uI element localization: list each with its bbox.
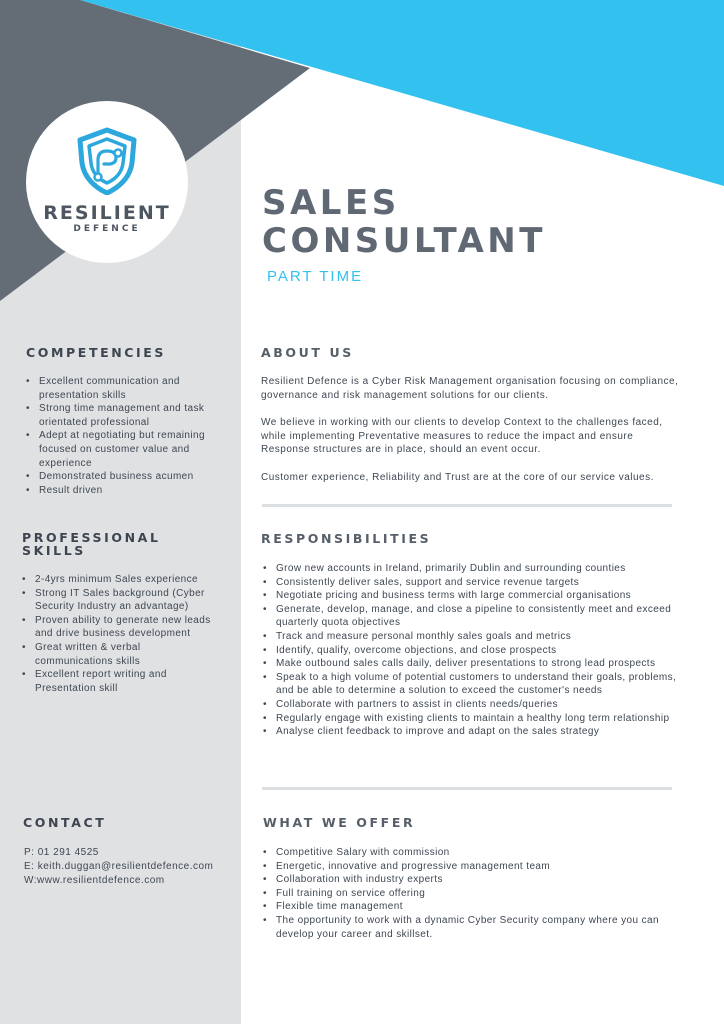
section-divider	[262, 787, 672, 790]
list-item: • Excellent report writing and Presentation skill	[20, 668, 220, 695]
job-title	[262, 184, 546, 260]
logo-wordmark: RESILIENT	[43, 202, 171, 224]
list-item: • Strong IT Sales background (Cyber Security Industry an advantage)	[20, 587, 220, 614]
about-paragraph-1: Resilient Defence is a Cyber Risk Management organisation focusing on compliance, governance and risk management solutions for our clients.	[261, 376, 679, 401]
offer-list	[261, 846, 679, 941]
list-item: • Great written & verbal communications skills	[20, 641, 220, 668]
list-item: • Track and measure personal monthly sales goals and metrics	[261, 630, 679, 644]
list-item: • Collaboration with industry experts	[261, 873, 679, 887]
list-item: • Strong time management and task orientated professional	[24, 402, 220, 429]
job-title-line-1: SALES	[262, 183, 400, 223]
competencies-list	[24, 375, 220, 497]
list-item: • Demonstrated business acumen	[24, 470, 220, 484]
list-item: • Full training on service offering	[261, 887, 679, 901]
company-logo	[26, 101, 188, 263]
list-item: • Generate, develop, manage, and close a pipeline to consistently meet and exceed quarterly quota objectives	[261, 603, 679, 630]
skills-heading-line-2: SKILLS	[22, 543, 86, 558]
list-item: • 2-4yrs minimum Sales experience	[20, 573, 220, 587]
contact-phone: P: 01 291 4525	[24, 847, 99, 858]
about-heading: ABOUT US	[261, 345, 354, 360]
list-item: • Grow new accounts in Ireland, primarily Dublin and surrounding counties	[261, 562, 679, 576]
contact-email[interactable]: E: keith.duggan@resilientdefence.com	[24, 861, 214, 872]
contact-heading: CONTACT	[23, 815, 107, 830]
list-item: • Consistently deliver sales, support and service revenue targets	[261, 576, 679, 590]
section-divider	[262, 504, 672, 507]
competencies-heading: COMPETENCIES	[26, 345, 167, 360]
skills-heading-line-1: PROFESSIONAL	[22, 530, 161, 545]
about-paragraph-3: Customer experience, Reliability and Trust are at the core of our service values.	[261, 472, 654, 483]
list-item: • Excellent communication and presentation skills	[24, 375, 220, 402]
shield-logo-icon	[76, 127, 138, 195]
list-item: • The opportunity to work with a dynamic Cyber Security company where you can develop your career and skillset.	[261, 914, 679, 941]
list-item: • Flexible time management	[261, 900, 679, 914]
list-item: • Proven ability to generate new leads and drive business development	[20, 614, 220, 641]
list-item: • Make outbound sales calls daily, deliver presentations to strong lead prospects	[261, 657, 679, 671]
skills-heading	[22, 531, 161, 557]
job-type: PART TIME	[267, 268, 364, 285]
responsibilities-heading: RESPONSIBILITIES	[261, 531, 432, 546]
list-item: • Identify, qualify, overcome objections, and close prospects	[261, 644, 679, 658]
offer-heading: WHAT WE OFFER	[263, 815, 416, 830]
contact-website[interactable]: W:www.resilientdefence.com	[24, 875, 165, 886]
list-item: • Result driven	[24, 484, 220, 498]
list-item: • Analyse client feedback to improve and adapt on the sales strategy	[261, 725, 679, 739]
list-item: • Negotiate pricing and business terms with large commercial organisations	[261, 589, 679, 603]
list-item: • Speak to a high volume of potential customers to understand their goals, problems, and be able to determine a solution to exceed the customer's needs	[261, 671, 679, 698]
responsibilities-list	[261, 562, 679, 739]
job-title-line-2: CONSULTANT	[262, 221, 546, 261]
about-paragraph-2: We believe in working with our clients to develop Context to the challenges faced, while implementing Preventative measures to reduce the impact and ensure Response structures are in place, should an event occur.	[261, 417, 663, 456]
list-item: • Energetic, innovative and progressive management team	[261, 860, 679, 874]
logo-tagline: DEFENCE	[73, 224, 141, 234]
list-item: • Competitive Salary with commission	[261, 846, 679, 860]
list-item: • Adept at negotiating but remaining focused on customer value and experience	[24, 429, 220, 470]
list-item: • Collaborate with partners to assist in clients needs/queries	[261, 698, 679, 712]
skills-list	[20, 573, 220, 695]
list-item: • Regularly engage with existing clients to maintain a healthy long term relationship	[261, 712, 679, 726]
